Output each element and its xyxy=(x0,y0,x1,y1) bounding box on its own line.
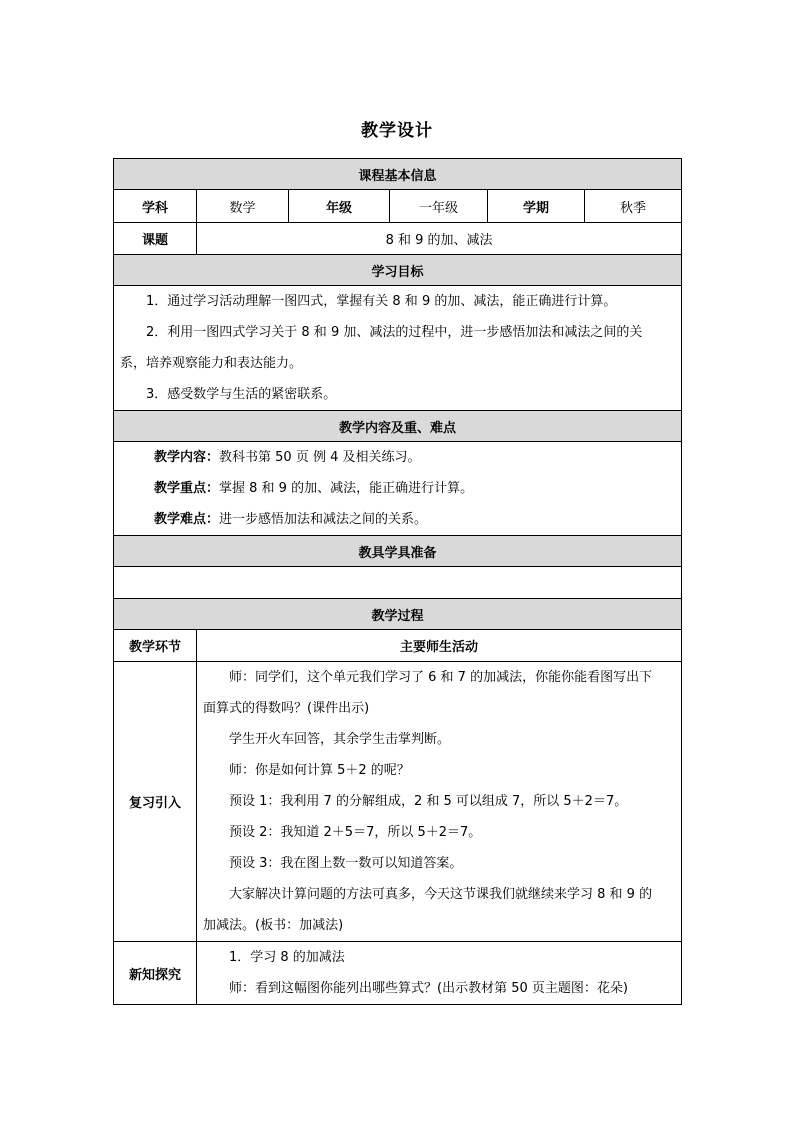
review-line: 大家解决计算问题的方法可真多，今天这节课我们就继续来学习 8 和 9 的 xyxy=(229,887,653,902)
tools-row xyxy=(114,567,682,599)
content-row xyxy=(114,442,682,536)
explore-label: 新知探究 xyxy=(114,942,197,1005)
review-line: 预设 3：我在图上数一数可以知道答案。 xyxy=(229,856,463,871)
content-line xyxy=(120,504,675,535)
review-line: 面算式的得数吗？(课件出示) xyxy=(203,701,370,716)
topic-row xyxy=(114,223,682,255)
review-label: 复习引入 xyxy=(114,662,197,942)
review-line: 预设 2：我知道 2＋5＝7，所以 5＋2＝7。 xyxy=(229,825,482,840)
goal-line: 1．通过学习活动理解一图四式，掌握有关 8 和 9 的加、减法，能正确进行计算。 xyxy=(146,294,617,309)
content-text: 教科书第 50 页 例 4 及相关练习。 xyxy=(219,450,421,465)
goal-line: 2．利用一图四式学习关于 8 和 9 加、减法的过程中，进一步感悟加法和减法之间的关 xyxy=(146,325,643,340)
goals-heading: 学习目标 xyxy=(114,255,682,286)
content-line xyxy=(120,442,675,473)
explore-row xyxy=(114,942,682,1005)
explore-line: 师：看到这幅图你能列出哪些算式？(出示教材第 50 页主题图：花朵) xyxy=(229,981,628,996)
content-label: 教学难点： xyxy=(154,512,220,527)
explore-line: 1．学习 8 的加减法 xyxy=(229,950,345,965)
review-line: 师：你是如何计算 5＋2 的呢？ xyxy=(229,763,410,778)
tools-heading: 教具学具准备 xyxy=(114,536,682,567)
goals-cell xyxy=(114,286,682,411)
process-col-activity: 主要师生活动 xyxy=(197,630,682,662)
topic-value: 8 和 9 的加、减法 xyxy=(197,223,682,255)
content-band xyxy=(114,411,682,442)
content-label: 教学内容： xyxy=(154,450,220,465)
goals-band xyxy=(114,255,682,286)
review-line: 师：同学们，这个单元我们学习了 6 和 7 的加减法，你能你能看图写出下 xyxy=(229,670,653,685)
grade-label: 年级 xyxy=(289,190,390,223)
goal-line: 3．感受数学与生活的紧密联系。 xyxy=(146,387,337,402)
review-line: 学生开火车回答，其余学生击掌判断。 xyxy=(229,732,451,747)
document-title: 教学设计 xyxy=(361,121,433,141)
grade-value: 一年级 xyxy=(390,190,488,223)
topic-label: 课题 xyxy=(114,223,197,255)
content-text: 进一步感悟加法和减法之间的关系。 xyxy=(219,512,428,527)
basic-info-row xyxy=(114,190,682,223)
subject-label: 学科 xyxy=(114,190,197,223)
term-value: 秋季 xyxy=(585,190,682,223)
subject-value: 数学 xyxy=(197,190,289,223)
content-text: 掌握 8 和 9 的加、减法，能正确进行计算。 xyxy=(219,481,474,496)
explore-cell xyxy=(197,942,682,1005)
basic-info-heading: 课程基本信息 xyxy=(114,159,682,190)
content-label: 教学重点： xyxy=(154,481,220,496)
process-col-stage: 教学环节 xyxy=(114,630,197,662)
review-row xyxy=(114,662,682,942)
process-heading: 教学过程 xyxy=(114,599,682,630)
goals-row xyxy=(114,286,682,411)
process-header-row xyxy=(114,630,682,662)
content-cell xyxy=(114,442,682,536)
process-band xyxy=(114,599,682,630)
review-cell xyxy=(197,662,682,942)
review-line: 预设 1：我利用 7 的分解组成，2 和 5 可以组成 7，所以 5＋2＝7。 xyxy=(229,794,628,809)
term-label: 学期 xyxy=(488,190,585,223)
lesson-plan-table xyxy=(113,158,682,1005)
goal-line: 系，培养观察能力和表达能力。 xyxy=(120,356,303,371)
content-line xyxy=(120,473,675,504)
basic-info-band xyxy=(114,159,682,190)
tools-cell xyxy=(114,567,682,599)
review-line: 加减法。(板书：加减法) xyxy=(203,918,344,933)
tools-band xyxy=(114,536,682,567)
content-heading: 教学内容及重、难点 xyxy=(114,411,682,442)
